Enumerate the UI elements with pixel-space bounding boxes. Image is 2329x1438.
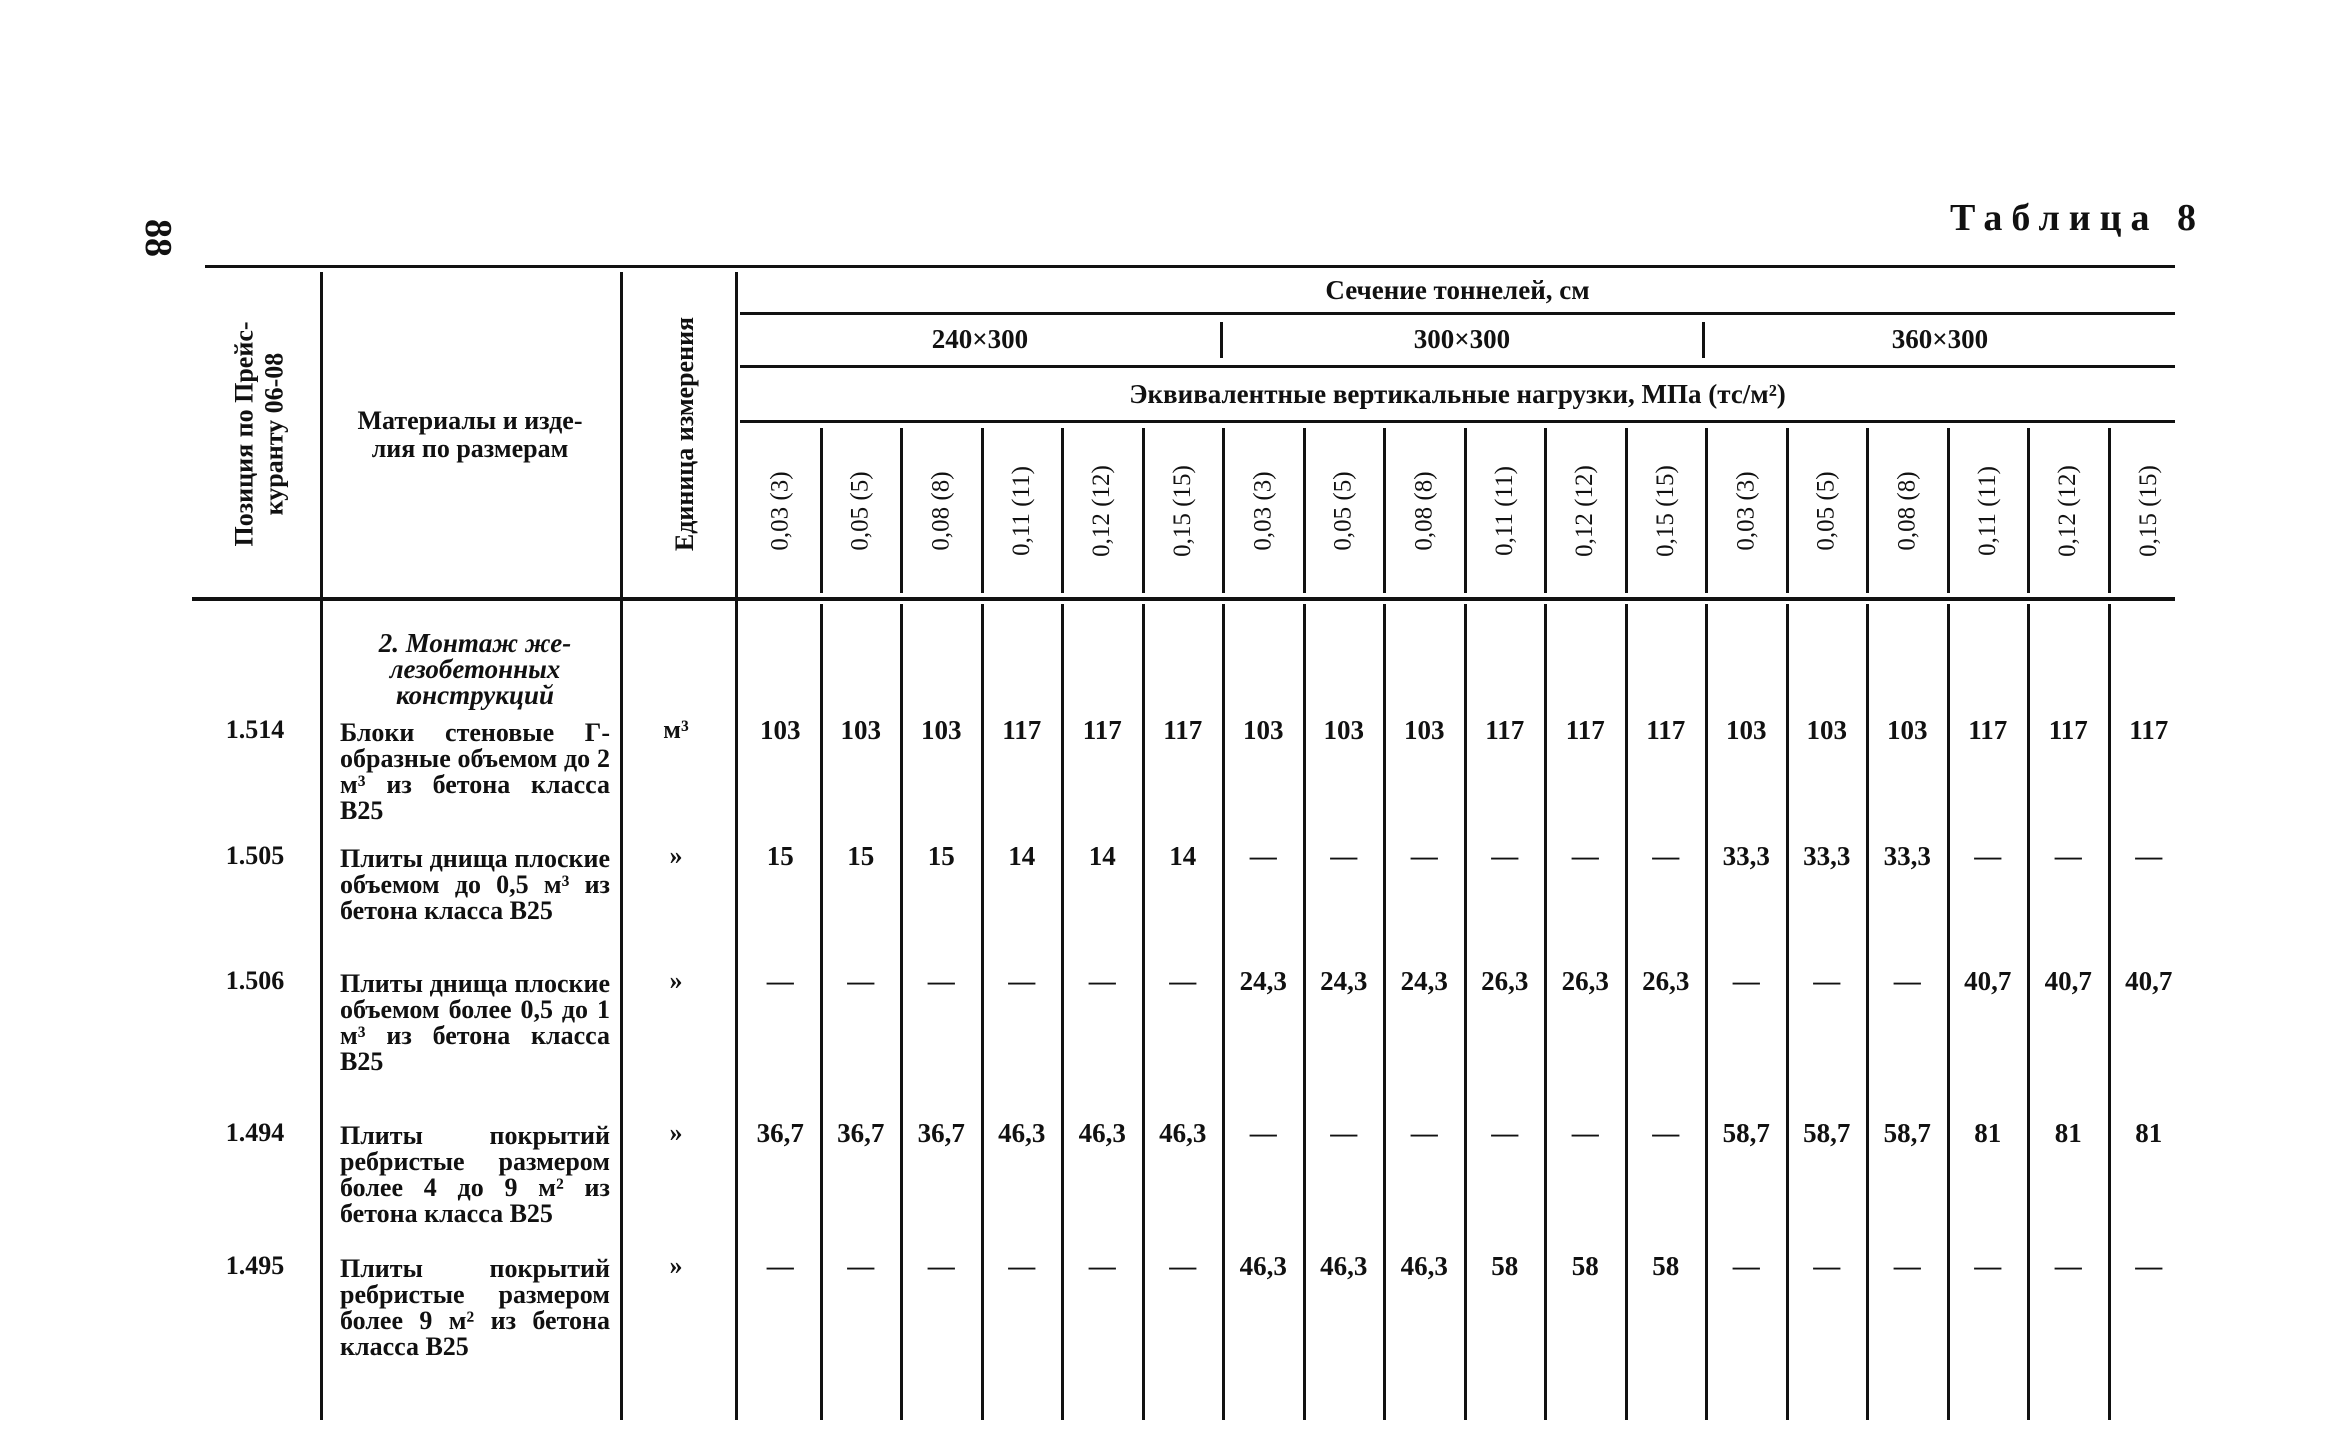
load-column-divider — [1383, 428, 1386, 593]
value-cell: 24,3 — [1320, 966, 1368, 996]
value-cell: 46,3 — [1400, 1251, 1448, 1281]
header-unit: Единица измерения — [670, 316, 700, 552]
value-cell: — — [2135, 1251, 2163, 1281]
value-cell: 15 — [847, 841, 875, 871]
header-bottom-rule — [192, 597, 2175, 601]
value-cell: 36,7 — [917, 1118, 965, 1148]
value-cell: — — [1169, 1251, 1197, 1281]
load-column-divider — [981, 428, 984, 593]
value-cell: — — [1652, 1118, 1680, 1148]
value-cell: 58,7 — [1883, 1118, 1931, 1148]
load-column-header: 0,03 (3) — [1732, 470, 1760, 551]
table-title: Таблица 8 — [1950, 197, 2206, 239]
value-cell: — — [927, 1251, 955, 1281]
load-column-divider — [1866, 428, 1869, 593]
header-section-300x300: 300×300 — [1413, 323, 1511, 354]
value-cell: 58 — [1652, 1251, 1680, 1281]
row-position: 1.505 — [225, 841, 285, 870]
value-cell: 103 — [1243, 715, 1284, 745]
header-section-240x300: 240×300 — [931, 323, 1029, 354]
section-divider-1 — [1220, 322, 1223, 358]
value-cell: — — [1813, 1251, 1841, 1281]
value-cell: 58,7 — [1803, 1118, 1851, 1148]
value-cell: — — [1491, 841, 1519, 871]
row-description: Блоки стеновые Г-образные объемом до 2 м³ из бетона класса В25 — [340, 718, 610, 825]
sections-rule — [740, 312, 2175, 315]
value-cell: 24,3 — [1239, 966, 1287, 996]
col-divider-unit — [735, 272, 738, 1420]
value-cell: 40,7 — [2044, 966, 2092, 996]
value-cell: — — [1571, 841, 1599, 871]
value-cell: 46,3 — [1159, 1118, 1207, 1148]
value-cell: — — [1974, 841, 2002, 871]
row-position: 1.506 — [225, 966, 285, 995]
section-divider-2 — [1702, 322, 1705, 358]
row-description: Плиты покрытий ребристые размером более 4 до 9 м² из бетона класса В25 — [340, 1121, 610, 1228]
value-cell: — — [1893, 966, 1921, 996]
value-cell: — — [1652, 841, 1680, 871]
load-column-divider — [900, 428, 903, 593]
header-position: Позиция по Прейс- куранту 06-08 — [230, 321, 289, 547]
value-cell: 117 — [1002, 715, 1042, 745]
value-cell: — — [1410, 1118, 1438, 1148]
load-column-divider — [1142, 428, 1145, 593]
value-cell: 15 — [766, 841, 794, 871]
row-description: Плиты днища плоские объемом до 0,5 м³ из бетона класса В25 — [340, 844, 610, 925]
value-cell: 117 — [2129, 715, 2169, 745]
value-cell: 117 — [1163, 715, 1203, 745]
value-cell: 40,7 — [1964, 966, 2012, 996]
page-number: 88 — [137, 219, 179, 257]
value-cell: — — [927, 966, 955, 996]
value-cell: 36,7 — [837, 1118, 885, 1148]
value-cell: 33,3 — [1803, 841, 1851, 871]
value-cell: — — [1249, 841, 1277, 871]
load-column-header: 0,15 (15) — [1651, 464, 1679, 557]
load-column-header: 0,12 (12) — [1088, 464, 1116, 557]
loads-title-rule — [740, 365, 2175, 368]
value-cell: — — [1974, 1251, 2002, 1281]
value-cell: 36,7 — [756, 1118, 804, 1148]
value-cell: 117 — [2048, 715, 2088, 745]
value-cell: 117 — [1968, 715, 2008, 745]
value-cell: 14 — [1169, 841, 1197, 871]
load-column-header: 0,05 (5) — [846, 470, 874, 551]
value-cell: — — [1008, 1251, 1036, 1281]
value-cell: 103 — [1806, 715, 1847, 745]
value-cell: 33,3 — [1883, 841, 1931, 871]
value-cell: — — [1249, 1118, 1277, 1148]
load-column-divider — [1786, 428, 1789, 593]
header-section-360x300: 360×300 — [1891, 323, 1989, 354]
value-cell: — — [2054, 1251, 2082, 1281]
value-cell: 46,3 — [1239, 1251, 1287, 1281]
value-cell: 103 — [1726, 715, 1767, 745]
row-unit: » — [669, 966, 683, 995]
value-cell: 46,3 — [1078, 1118, 1126, 1148]
load-column-divider — [2027, 428, 2030, 593]
value-cell: 40,7 — [2125, 966, 2173, 996]
value-cell: — — [1330, 841, 1358, 871]
table-top-rule — [205, 265, 2175, 268]
row-position: 1.514 — [225, 715, 285, 744]
load-column-header: 0,12 (12) — [2054, 464, 2082, 557]
value-cell: — — [1088, 966, 1116, 996]
value-cell: 14 — [1008, 841, 1036, 871]
load-column-divider — [1705, 428, 1708, 593]
value-cell: — — [1088, 1251, 1116, 1281]
load-column-divider — [1625, 428, 1628, 593]
value-cell: 117 — [1082, 715, 1122, 745]
load-column-header: 0,15 (15) — [1168, 464, 1196, 557]
value-cell: 103 — [1404, 715, 1445, 745]
row-unit: » — [669, 841, 683, 870]
value-cell: — — [1008, 966, 1036, 996]
load-column-divider — [1464, 428, 1467, 593]
value-cell: — — [1330, 1118, 1358, 1148]
row-unit: » — [669, 1118, 683, 1147]
value-cell: — — [1491, 1118, 1519, 1148]
value-cell: — — [1813, 966, 1841, 996]
value-cell: 103 — [840, 715, 881, 745]
load-column-divider — [2108, 428, 2111, 593]
load-column-header: 0,03 (3) — [1249, 470, 1277, 551]
value-cell: 117 — [1565, 715, 1605, 745]
value-cell: 14 — [1088, 841, 1116, 871]
load-column-header: 0,12 (12) — [1571, 464, 1599, 557]
load-column-header: 0,08 (8) — [927, 470, 955, 551]
value-cell: — — [2135, 841, 2163, 871]
value-cell: 26,3 — [1561, 966, 1609, 996]
value-cell: 103 — [1887, 715, 1928, 745]
load-column-divider — [1947, 428, 1950, 593]
value-cell: 24,3 — [1400, 966, 1448, 996]
load-column-header: 0,05 (5) — [1329, 470, 1357, 551]
load-column-header: 0,11 (11) — [1007, 465, 1035, 556]
value-cell: — — [1410, 841, 1438, 871]
value-cell: — — [766, 966, 794, 996]
value-cell: 26,3 — [1481, 966, 1529, 996]
load-column-header: 0,11 (11) — [1973, 465, 2001, 556]
load-column-divider — [1303, 428, 1306, 593]
value-cell: 58 — [1491, 1251, 1519, 1281]
load-column-header: 0,03 (3) — [766, 470, 794, 551]
load-columns-rule — [740, 420, 2175, 423]
value-cell: — — [1732, 966, 1760, 996]
value-cell: — — [847, 1251, 875, 1281]
value-cell: 117 — [1646, 715, 1686, 745]
row-unit: » — [669, 1251, 683, 1280]
load-column-divider — [1061, 428, 1064, 593]
load-column-header: 0,15 (15) — [2134, 464, 2162, 557]
value-cell: — — [847, 966, 875, 996]
value-cell: 26,3 — [1642, 966, 1690, 996]
value-cell: 81 — [2054, 1118, 2082, 1148]
load-column-header: 0,08 (8) — [1410, 470, 1438, 551]
col-divider-materials — [620, 272, 623, 1420]
value-cell: 58 — [1571, 1251, 1599, 1281]
row-position: 1.494 — [225, 1118, 285, 1147]
value-cell: — — [2054, 841, 2082, 871]
section-title: 2. Монтаж же- лезобетонных конструкций — [378, 628, 572, 710]
header-loads-title: Эквивалентные вертикальные нагрузки, МПа (тс/м²) — [1129, 378, 1786, 409]
value-cell: 58,7 — [1722, 1118, 1770, 1148]
load-column-divider — [1222, 428, 1225, 593]
value-cell: 81 — [2135, 1118, 2163, 1148]
row-position: 1.495 — [225, 1251, 285, 1280]
value-cell: 46,3 — [1320, 1251, 1368, 1281]
value-cell: 103 — [1323, 715, 1364, 745]
row-description: Плиты покрытий ребристые размером более 9 м² из бетона класса В25 — [340, 1254, 610, 1361]
row-description: Плиты днища плоские объемом более 0,5 до 1 м³ из бетона класса В25 — [340, 969, 610, 1076]
load-column-divider — [820, 428, 823, 593]
value-cell: — — [1732, 1251, 1760, 1281]
value-cell: — — [766, 1251, 794, 1281]
value-cell: 117 — [1485, 715, 1525, 745]
value-cell: — — [1571, 1118, 1599, 1148]
value-cell: — — [1169, 966, 1197, 996]
col-divider-position — [320, 272, 323, 1420]
row-unit: м³ — [663, 715, 689, 744]
value-cell: 33,3 — [1722, 841, 1770, 871]
value-cell: 15 — [927, 841, 955, 871]
value-cell: 103 — [760, 715, 801, 745]
load-column-divider — [1544, 428, 1547, 593]
value-cell: 103 — [921, 715, 962, 745]
header-materials: Материалы и изде- лия по размерам — [357, 406, 583, 463]
header-tunnel-section: Сечение тоннелей, см — [1325, 274, 1590, 305]
load-column-header: 0,11 (11) — [1490, 465, 1518, 556]
value-cell: 46,3 — [998, 1118, 1046, 1148]
value-cell: — — [1893, 1251, 1921, 1281]
load-column-header: 0,08 (8) — [1893, 470, 1921, 551]
value-cell: 81 — [1974, 1118, 2002, 1148]
load-column-header: 0,05 (5) — [1812, 470, 1840, 551]
